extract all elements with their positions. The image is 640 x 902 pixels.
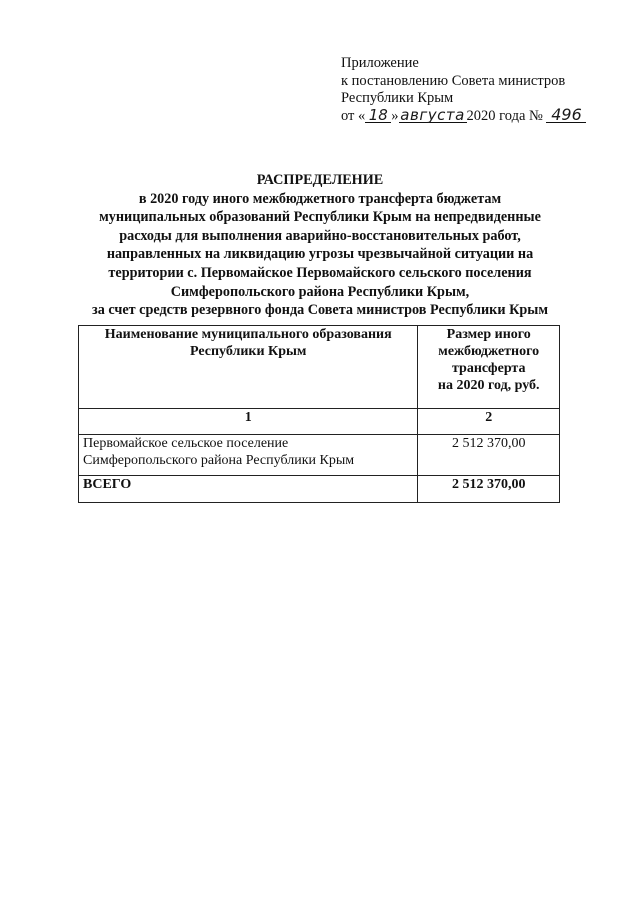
cell-text: Первомайское сельское поселение xyxy=(83,436,289,451)
title-line: в 2020 году иного межбюджетного трансферта бюджетам xyxy=(138,190,502,207)
total-amount: 2 512 370,00 xyxy=(418,476,560,503)
header-text: Республики Крым xyxy=(189,344,307,359)
annex-header xyxy=(341,55,586,125)
handwritten-month: августа xyxy=(400,105,465,124)
header-text: на 2020 год, руб. xyxy=(437,378,540,393)
transfer-amount: 2 512 370,00 xyxy=(418,435,560,476)
header-text: Наименование муниципального образования xyxy=(104,327,392,342)
header-text: трансферта xyxy=(451,361,526,376)
table-header-row xyxy=(79,326,560,409)
header-municipality xyxy=(79,326,418,409)
header-text: Размер иного xyxy=(446,327,531,342)
total-label: ВСЕГО xyxy=(79,476,418,503)
title-line: территории с. Первомайское Первомайского сельского поселения xyxy=(108,264,532,281)
date-quote-close: » xyxy=(391,107,399,124)
handwritten-number: 496 xyxy=(546,108,586,123)
annex-reference: к постановлению Совета министров xyxy=(341,72,566,89)
title-line: расходы для выполнения аварийно-восстановительных работ, xyxy=(119,227,521,244)
handwritten-day: 18 xyxy=(365,108,391,123)
annex-title: Приложение xyxy=(341,55,419,71)
column-number: 1 xyxy=(79,409,418,435)
document-title xyxy=(60,171,580,320)
annex-date-number xyxy=(341,104,586,126)
municipality-name xyxy=(79,435,418,476)
header-amount xyxy=(418,326,560,409)
title-heading: РАСПРЕДЕЛЕНИЕ xyxy=(256,172,384,188)
total-row xyxy=(79,476,560,503)
column-number: 2 xyxy=(418,409,560,435)
title-line: за счет средств резервного фонда Совета министров Республики Крым xyxy=(92,302,548,319)
table-row xyxy=(79,435,560,476)
header-text: межбюджетного xyxy=(438,344,540,359)
annex-issuer: Республики Крым xyxy=(341,90,454,106)
date-prefix: от « xyxy=(341,107,366,124)
title-line: направленных на ликвидацию угрозы чрезвычайной ситуации на xyxy=(106,246,534,263)
date-year-text: 2020 года № xyxy=(466,107,543,124)
title-line: Симферопольского района Республики Крым, xyxy=(170,283,470,300)
title-line: муниципальных образований Республики Крым на непредвиденные xyxy=(99,209,541,226)
column-number-row xyxy=(79,409,560,435)
cell-text: Симферопольского района Республики Крым xyxy=(83,453,355,468)
distribution-table xyxy=(78,325,560,503)
